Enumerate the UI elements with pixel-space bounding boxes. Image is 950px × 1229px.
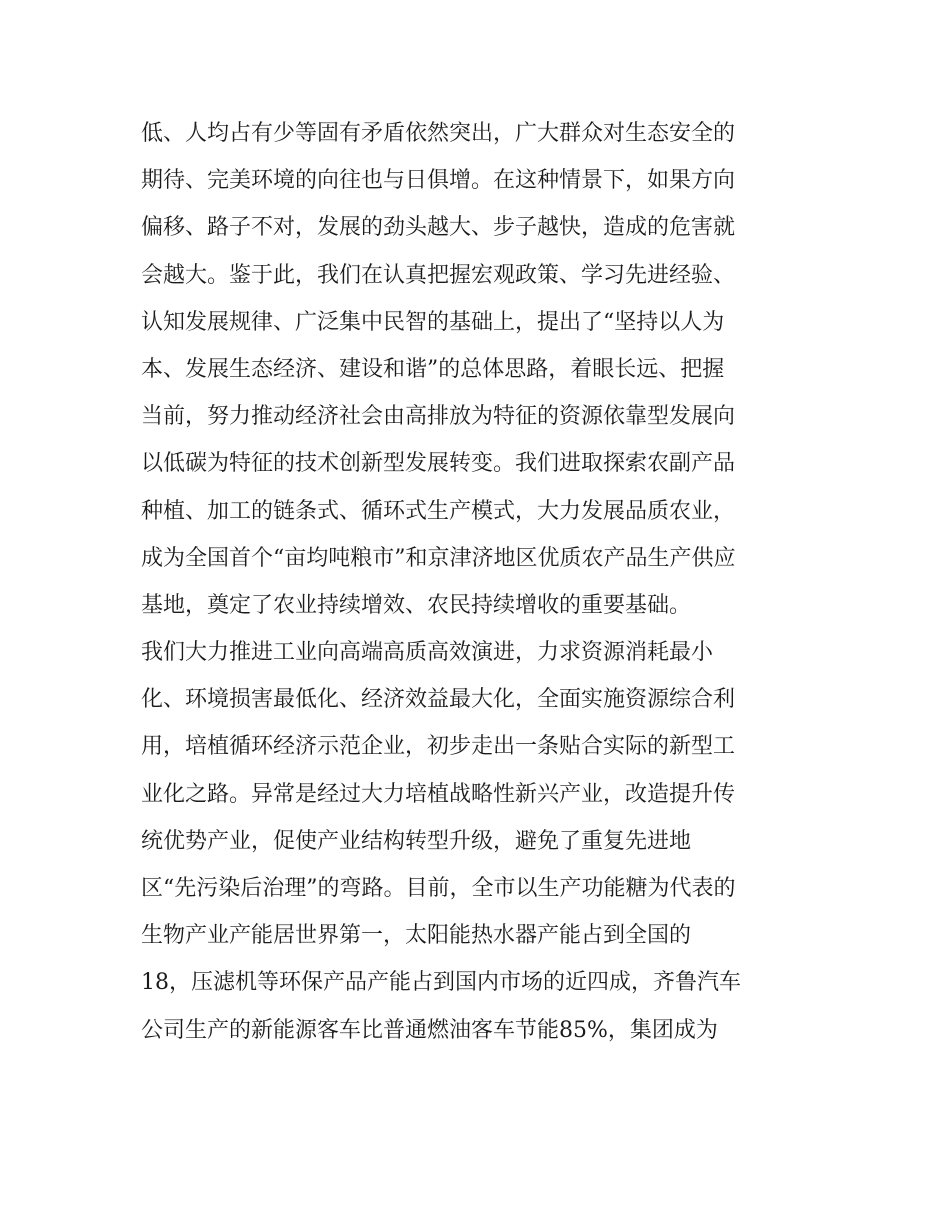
text-line: 成为全国首个“亩均吨粮市”和京津济地区优质农产品生产供应 [141,545,736,571]
body-text [141,110,821,1054]
text-line: 统优势产业，促使产业结构转型升级，避免了重复先进地 [141,828,692,854]
text-line: 我们大力推进工业向高端高质高效演进，力求资源消耗最小 [141,640,714,666]
text-line: 低、人均占有少等固有矛盾依然突出，广大群众对生态安全的 [141,121,736,146]
text-line: 18，压滤机等环保产品产能占到国内市场的近四成，齐鲁汽车 [141,970,741,996]
text-line: 种植、加工的链条式、循环式生产模式，大力发展品质农业， [141,498,736,524]
text-line: 基地，奠定了农业持续增效、农民持续增收的重要基础。 [141,592,692,618]
text-line: 认知发展规律、广泛集中民智的基础上，提出了“坚持以人为 [141,309,725,335]
text-line: 以低碳为特征的技术创新型发展转变。我们进取探索农副产品 [141,451,736,477]
text-line: 偏移、路子不对，发展的劲头越大、步子越快，造成的危害就 [141,215,736,241]
text-line: 会越大。鉴于此，我们在认真把握宏观政策、学习先进经验、 [141,262,736,288]
text-line: 本、发展生态经济、建设和谐”的总体思路，着眼长远、把握 [141,356,725,382]
text-line: 业化之路。异常是经过大力培植战略性新兴产业，改造提升传 [141,781,736,807]
text-line: 当前，努力推动经济社会由高排放为特征的资源依靠型发展向 [141,404,736,430]
text-line: 公司生产的新能源客车比普通燃油客车节能85%，集团成为 [141,1017,718,1043]
text-line: 生物产业产能居世界第一，太阳能热水器产能占到全国的 [141,923,692,949]
text-line: 化、环境损害最低化、经济效益最大化，全面实施资源综合利 [141,687,736,713]
text-line: 期待、完美环境的向往也与日俱增。在这种情景下，如果方向 [141,168,736,194]
text-line: 用，培植循环经济示范企业，初步走出一条贴合实际的新型工 [141,734,736,760]
text-line: 区“先污染后治理”的弯路。目前，全市以生产功能糖为代表的 [141,876,736,901]
